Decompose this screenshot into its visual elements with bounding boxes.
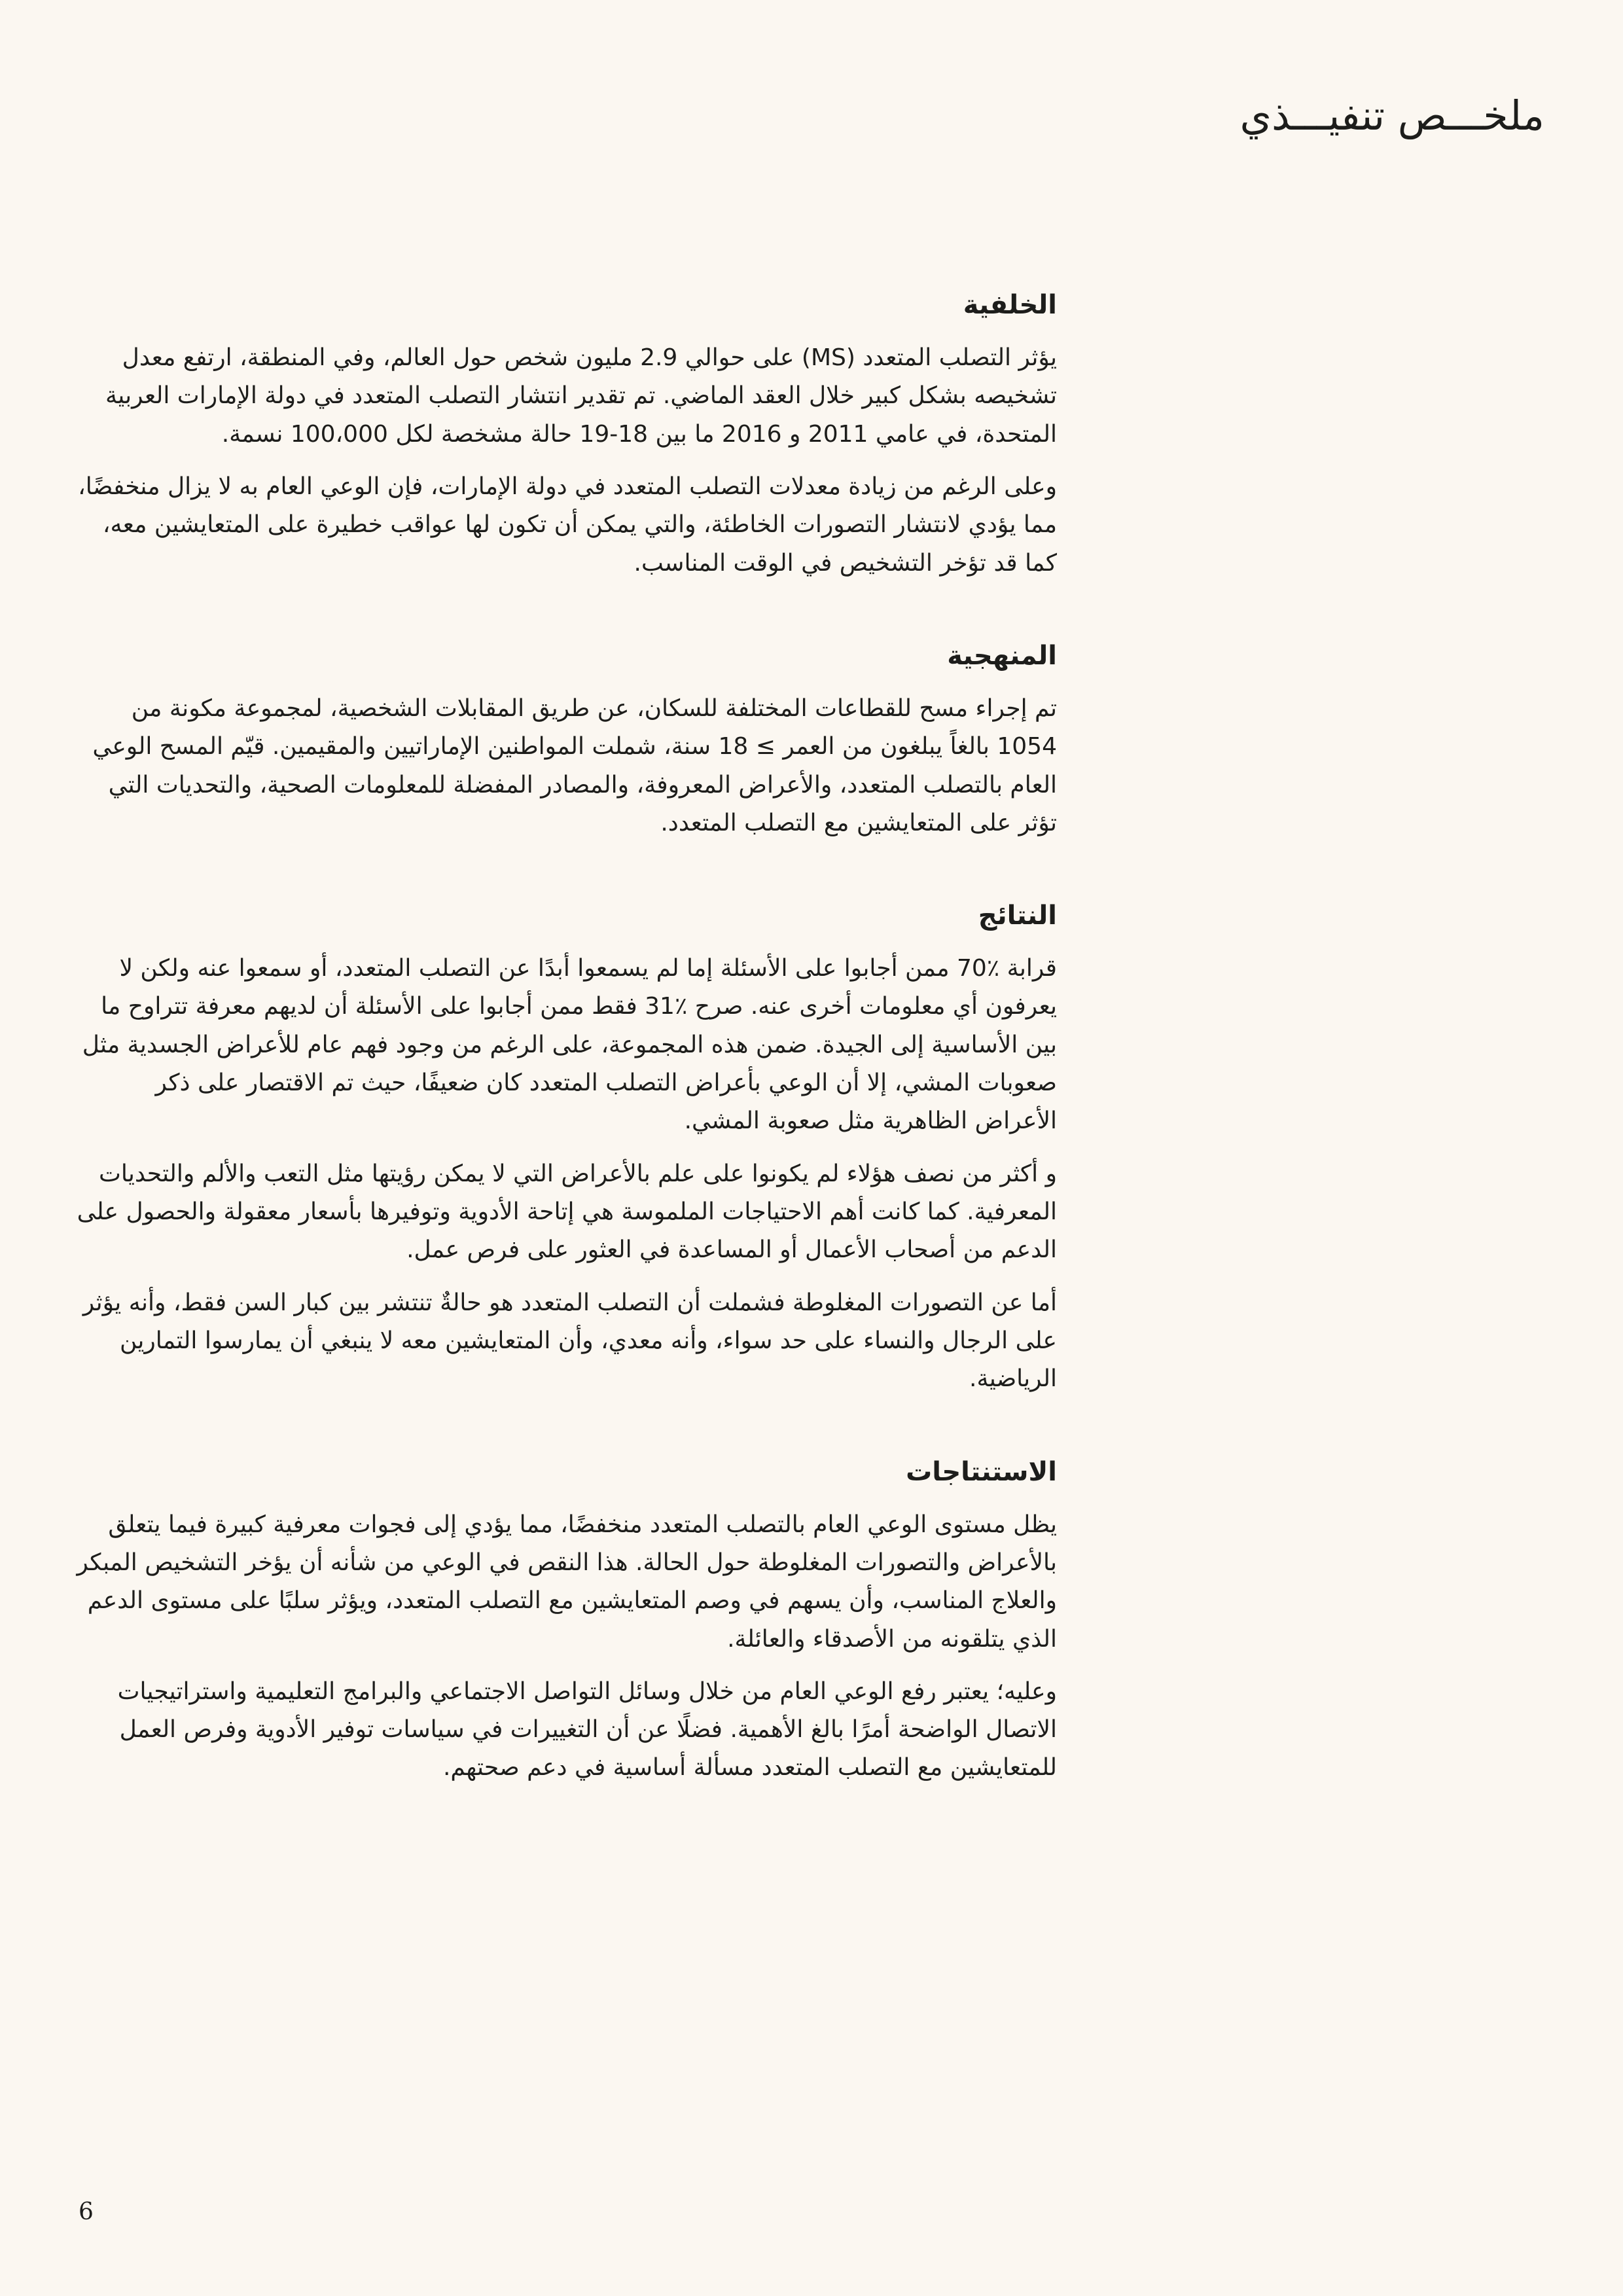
paragraph: يؤثر التصلب المتعدد (MS) على حوالي 2.9 مليون شخص حول العالم، وفي المنطقة، ارتفع معدل تشخيصه بشكل كبير خلال العقد الماضي. تم تقدير انتشار التصلب المتعدد في دولة الإمارات العربية المتحدة، في عامي 2011 و 2016 ما بين 18-19 حالة مشخصة لكل 100،000 نسمة. xyxy=(105,344,1057,448)
executive-summary-body xyxy=(75,288,1057,1844)
paragraph: وعلى الرغم من زيادة معدلات التصلب المتعدد في دولة الإمارات، فإن الوعي العام به لا يزال منخفضًا، مما يؤدي لانتشار التصورات الخاطئة، والتي يمكن أن تكون لها عواقب خطيرة على المتعايشين معه، كما قد تؤخر التشخيص في الوقت المناسب. xyxy=(78,473,1057,577)
paragraph: و أكثر من نصف هؤلاء لم يكونوا على علم بالأعراض التي لا يمكن رؤيتها مثل التعب والألم والتحديات المعرفية. كما كانت أهم الاحتياجات الملموسة هي إتاحة الأدوية وتوفيرها بأسعار معقولة والحصول على الدعم من أصحاب الأعمال أو المساعدة في العثور على فرص عمل. xyxy=(77,1160,1057,1264)
section-conclusions xyxy=(75,1455,1057,1787)
page-number: 6 xyxy=(79,2198,94,2225)
paragraph: قرابة ٪70 ممن أجابوا على الأسئلة إما لم يسمعوا أبدًا عن التصلب المتعدد، أو سمعوا عنه ولكن لا يعرفون أي معلومات أخرى عنه. صرح ٪31 فقط ممن أجابوا على الأسئلة أن لديهم معرفة تتراوح ما بين الأساسية إلى الجيدة. ضمن هذه المجموعة، على الرغم من وجود فهم عام للأعراض الجسدية مثل صعوبات المشي، إلا أن الوعي بأعراض التصلب المتعدد كان ضعيفًا، حيث تم الاقتصار على ذكر الأعراض الظاهرية مثل صعوبة المشي. xyxy=(82,955,1057,1135)
section-background xyxy=(75,288,1057,583)
section-results xyxy=(75,899,1057,1398)
page-title: ملخـــص تنفيـــذي xyxy=(1240,92,1544,139)
paragraph: أما عن التصورات المغلوطة فشملت أن التصلب المتعدد هو حالةٌ تنتشر بين كبار السن فقط، وأنه يؤثر على الرجال والنساء على حد سواء، وأنه معدي، وأن المتعايشين معه لا ينبغي أن يمارسوا التمارين الرياضية. xyxy=(82,1289,1057,1393)
section-title-background: الخلفية xyxy=(963,290,1057,320)
paragraph: يظل مستوى الوعي العام بالتصلب المتعدد منخفضًا، مما يؤدي إلى فجوات معرفية كبيرة فيما يتعلق بالأعراض والتصورات المغلوطة حول الحالة. هذا النقص في الوعي من شأنه أن يؤخر التشخيص المبكر والعلاج المناسب، وأن يسهم في وصم المتعايشين مع التصلب المتعدد، ويؤثر سلبًا على مستوى الدعم الذي يتلقونه من الأصدقاء والعائلة. xyxy=(77,1511,1057,1653)
section-title-results: النتائج xyxy=(978,901,1057,931)
section-title-conclusions: الاستنتاجات xyxy=(906,1456,1057,1487)
paragraph: وعليه؛ يعتبر رفع الوعي العام من خلال وسائل التواصل الاجتماعي والبرامج التعليمية واستراتيجيات الاتصال الواضحة أمرًا بالغ الأهمية. فضلًا عن أن التغييرات في سياسات توفير الأدوية وفرص العمل للمتعايشين مع التصلب المتعدد مسألة أساسية في دعم صحتهم. xyxy=(117,1677,1057,1782)
paragraph: تم إجراء مسح للقطاعات المختلفة للسكان، عن طريق المقابلات الشخصية، لمجموعة مكونة من 1054 بالغاً يبلغون من العمر ≥ 18 سنة، شملت المواطنين الإماراتيين والمقيمين. قيّم المسح الوعي العام بالتصلب المتعدد، والأعراض المعروفة، والمصادر المفضلة للمعلومات الصحية، والتحديات التي تؤثر على المتعايشين مع التصلب المتعدد. xyxy=(92,694,1057,836)
section-title-methodology: المنهجية xyxy=(947,640,1057,671)
section-methodology xyxy=(75,639,1057,842)
